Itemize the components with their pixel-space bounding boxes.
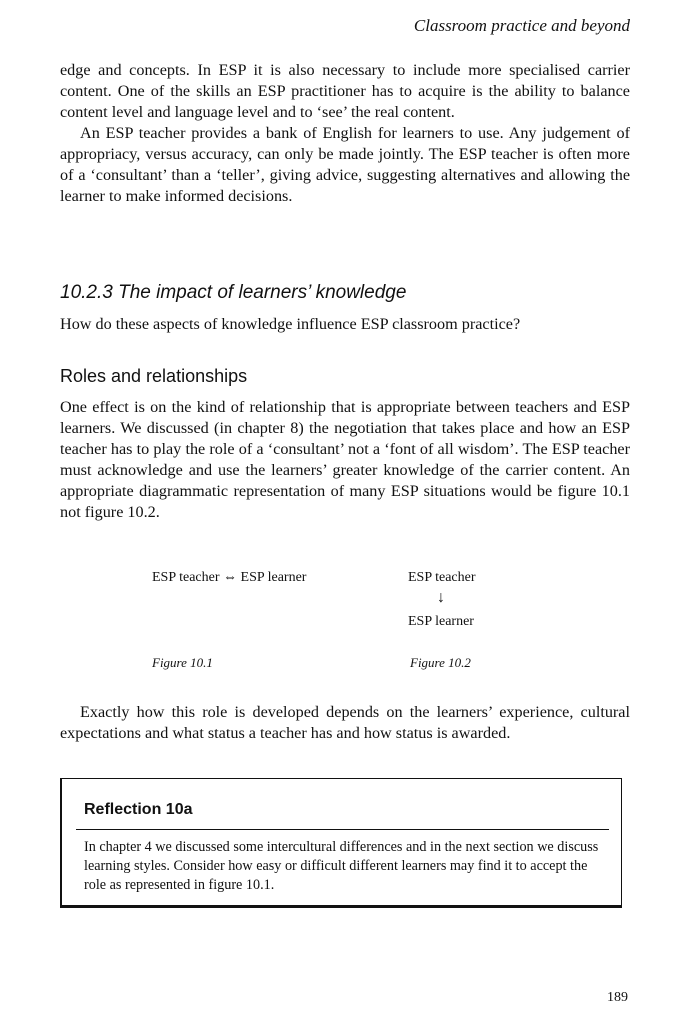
figure-10-1-diagram: ESP teacher ⇔ ESP learner	[152, 570, 307, 585]
reflection-text: In chapter 4 we discussed some intercultural differences and in the next section we discuss learning styles. Consider how easy or difficult different learners may find it to accept the role as represented in figure 10.1.	[84, 839, 599, 893]
figure-10-2-learner: ESP learner	[408, 614, 474, 629]
paragraph: An ESP teacher provides a bank of English for learners to use. Any judgement of appropriacy, versus accuracy, can only be made jointly. The ESP teacher is often more of a ‘consultant’ than a ‘teller’, giving advice, suggesting alternatives and allowing the learner to make informed decisions.	[60, 124, 630, 205]
down-arrow-icon: ↓	[437, 589, 445, 606]
figure-10-2-caption: Figure 10.2	[410, 655, 471, 670]
section-question	[60, 314, 630, 335]
running-head: Classroom practice and beyond	[413, 16, 630, 35]
reflection-box	[60, 778, 622, 908]
figure-10-1-caption: Figure 10.1	[152, 655, 213, 670]
reflection-title: Reflection 10a	[84, 801, 193, 818]
paragraph: Exactly how this role is developed depends on the learners’ experience, cultural expectations and what status a teacher has and how status is awarded.	[60, 703, 630, 742]
paragraph: How do these aspects of knowledge influence ESP classroom practice?	[60, 315, 521, 333]
figure-10-2-teacher: ESP teacher	[408, 570, 476, 585]
subsection-heading: Roles and relationships	[60, 366, 248, 386]
after-figures-block	[60, 702, 630, 744]
reflection-divider	[76, 829, 609, 830]
paragraph: edge and concepts. In ESP it is also necessary to include more specialised carrier content. One of the skills an ESP practitioner has to acquire is the ability to balance content level and language level and to ‘see’ the real content.	[60, 61, 630, 121]
page-number: 189	[607, 990, 628, 1005]
roles-paragraph-block	[60, 397, 630, 523]
section-heading: 10.2.3 The impact of learners’ knowledge	[60, 282, 407, 303]
body-text-top	[60, 60, 630, 207]
paragraph: One effect is on the kind of relationship that is appropriate between teachers and ESP learners. We discussed (in chapter 8) the negotiation that takes place and how an ESP teacher has to play the role of a ‘consultant’ not a ‘font of all wisdom’. The ESP teacher must acknowledge and use the learners’ greater knowledge of the carrier content. An appropriate diagrammatic representation of many ESP situations would be figure 10.1 not figure 10.2.	[60, 398, 630, 521]
